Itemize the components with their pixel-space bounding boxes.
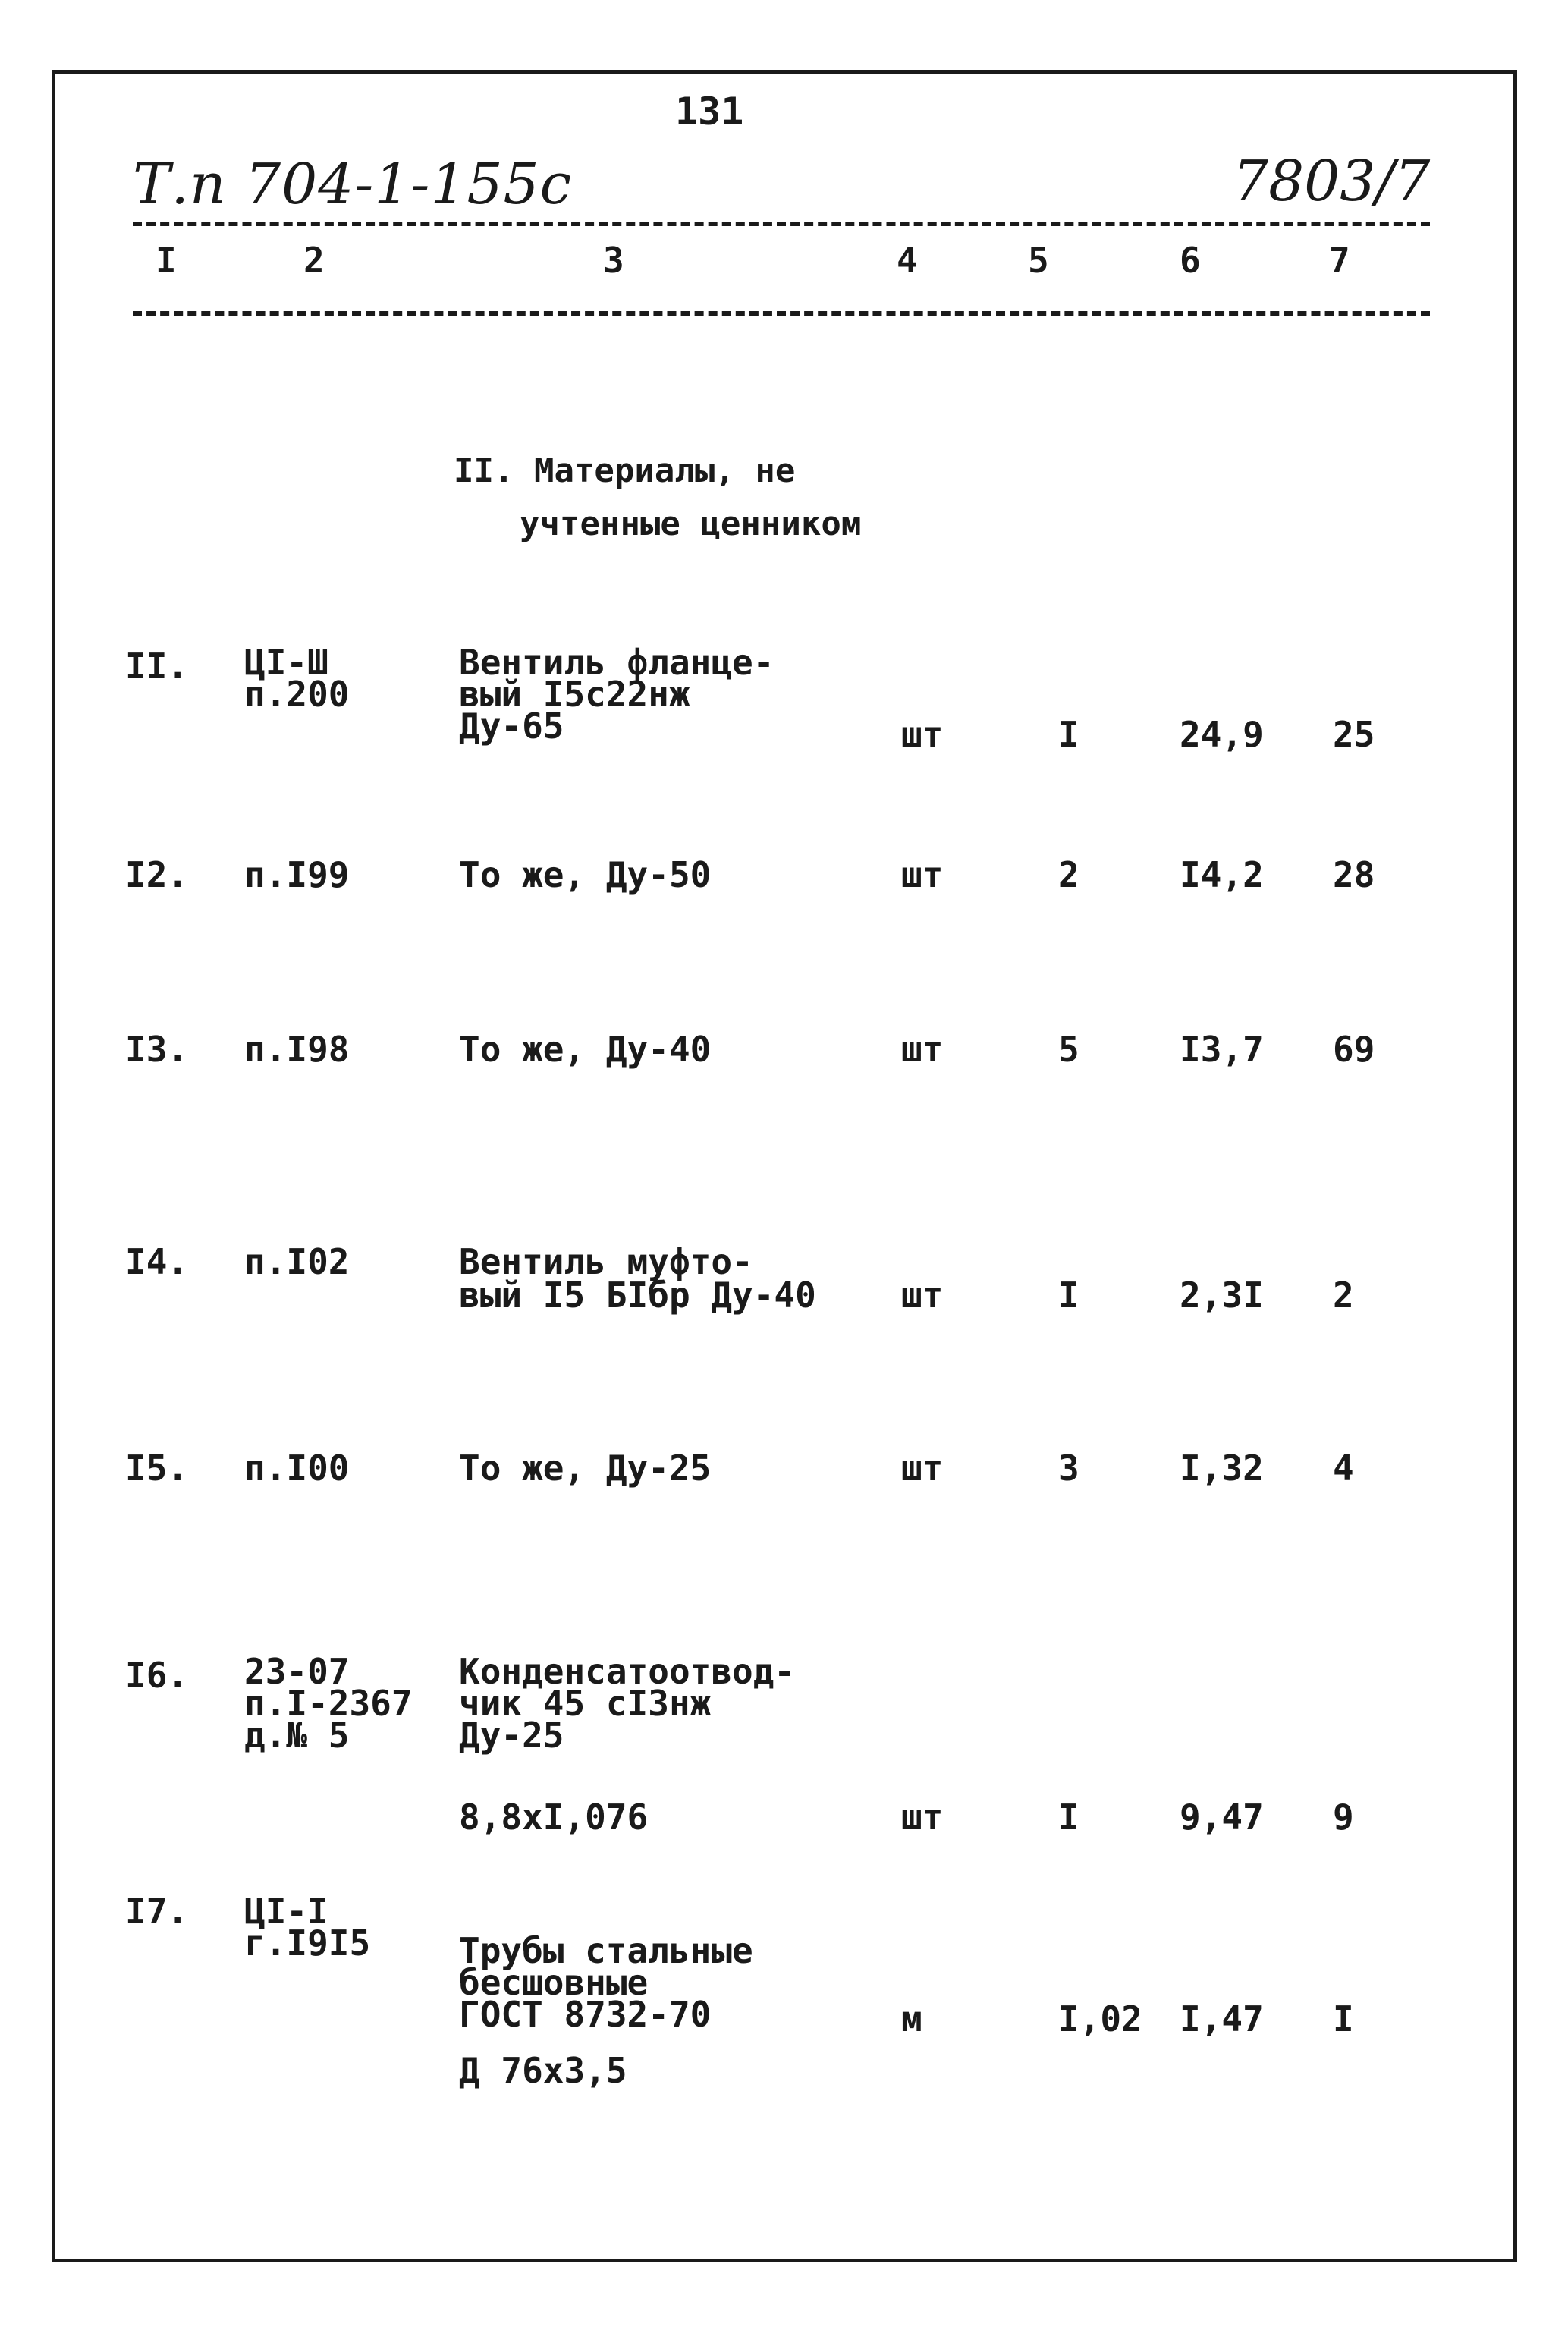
row-price: 24,9: [1180, 714, 1264, 755]
row-ref: п.200: [244, 674, 350, 715]
column-number-7: 7: [1329, 240, 1350, 281]
row-sum: 4: [1333, 1448, 1354, 1489]
row-description: Вентиль фланце-: [459, 642, 775, 683]
row-ref: п.I-2367: [244, 1683, 413, 1724]
row-quantity: 2: [1058, 854, 1079, 895]
row-calculation: 8,8хI,076: [459, 1797, 649, 1838]
row-unit: шт: [901, 854, 944, 895]
row-ref: п.I99: [244, 854, 350, 895]
row-sum: 69: [1333, 1029, 1375, 1070]
header-rule-top: [133, 222, 1430, 226]
row-description: Трубы стальные: [459, 1930, 753, 1971]
row-quantity: I: [1058, 1275, 1079, 1316]
column-number-2: 2: [303, 240, 325, 281]
row-quantity: 3: [1058, 1448, 1079, 1489]
row-unit: м: [901, 1998, 922, 2039]
row-ref: п.I98: [244, 1029, 350, 1070]
row-quantity: 5: [1058, 1029, 1079, 1070]
row-description: бесшовные: [459, 1962, 649, 2003]
row-unit: шт: [901, 1029, 944, 1070]
row-quantity: I: [1058, 714, 1079, 755]
doc-code: Т.п 704-1-155с: [133, 152, 573, 217]
row-ref: ЦI-Ш: [244, 642, 328, 683]
row-ref: п.I02: [244, 1241, 350, 1282]
row-unit: шт: [901, 714, 944, 755]
row-sum: 25: [1333, 714, 1375, 755]
row-price: I4,2: [1180, 854, 1264, 895]
row-description: Ду-65: [459, 706, 564, 747]
row-description: вый I5с22нж: [459, 674, 690, 715]
row-description: Конденсатоотвод-: [459, 1651, 796, 1692]
row-number: I2.: [125, 854, 189, 895]
row-description: То же, Ду-40: [459, 1029, 712, 1070]
row-number: I6.: [125, 1655, 189, 1696]
row-ref: п.I00: [244, 1448, 350, 1489]
row-description: Вентиль муфто-: [459, 1241, 753, 1282]
row-unit: шт: [901, 1797, 944, 1838]
row-sum: 9: [1333, 1797, 1354, 1838]
section-title-line2: учтенные ценником: [520, 505, 862, 543]
row-number: I7.: [125, 1891, 189, 1932]
column-number-5: 5: [1028, 240, 1049, 281]
row-ref: ЦI-I: [244, 1891, 328, 1932]
row-price: 9,47: [1180, 1797, 1264, 1838]
row-price: I3,7: [1180, 1029, 1264, 1070]
row-price: 2,3I: [1180, 1275, 1264, 1316]
row-sum: 28: [1333, 854, 1375, 895]
row-quantity: I: [1058, 1797, 1079, 1838]
header-rule-bottom: [133, 311, 1430, 316]
doc-number: 7803/7: [1233, 149, 1431, 214]
column-number-3: 3: [603, 240, 624, 281]
row-description: чик 45 сI3нж: [459, 1683, 712, 1724]
row-unit: шт: [901, 1275, 944, 1316]
row-number: I4.: [125, 1241, 189, 1282]
row-price: I,32: [1180, 1448, 1264, 1489]
row-unit: шт: [901, 1448, 944, 1489]
row-sum: I: [1333, 1998, 1354, 2039]
row-description: То же, Ду-25: [459, 1448, 712, 1489]
row-size: Д 76х3,5: [459, 2050, 627, 2091]
row-number: I5.: [125, 1448, 189, 1489]
column-number-6: 6: [1180, 240, 1201, 281]
row-description: То же, Ду-50: [459, 854, 712, 895]
column-number-4: 4: [897, 240, 918, 281]
row-ref: д.№ 5: [244, 1715, 350, 1756]
row-description: Ду-25: [459, 1715, 564, 1756]
row-description: вый I5 БIбр Ду-40: [459, 1275, 816, 1316]
row-number: I3.: [125, 1029, 189, 1070]
row-ref: 23-07: [244, 1651, 350, 1692]
row-ref: г.I9I5: [244, 1923, 371, 1964]
page-number: 131: [675, 90, 744, 134]
row-price: I,47: [1180, 1998, 1264, 2039]
column-number-1: I: [156, 240, 177, 281]
row-number: II.: [125, 646, 189, 687]
row-description: ГОСТ 8732-70: [459, 1994, 712, 2035]
section-title-line1: II. Материалы, не: [454, 451, 796, 490]
row-quantity: I,02: [1058, 1998, 1142, 2039]
row-sum: 2: [1333, 1275, 1354, 1316]
